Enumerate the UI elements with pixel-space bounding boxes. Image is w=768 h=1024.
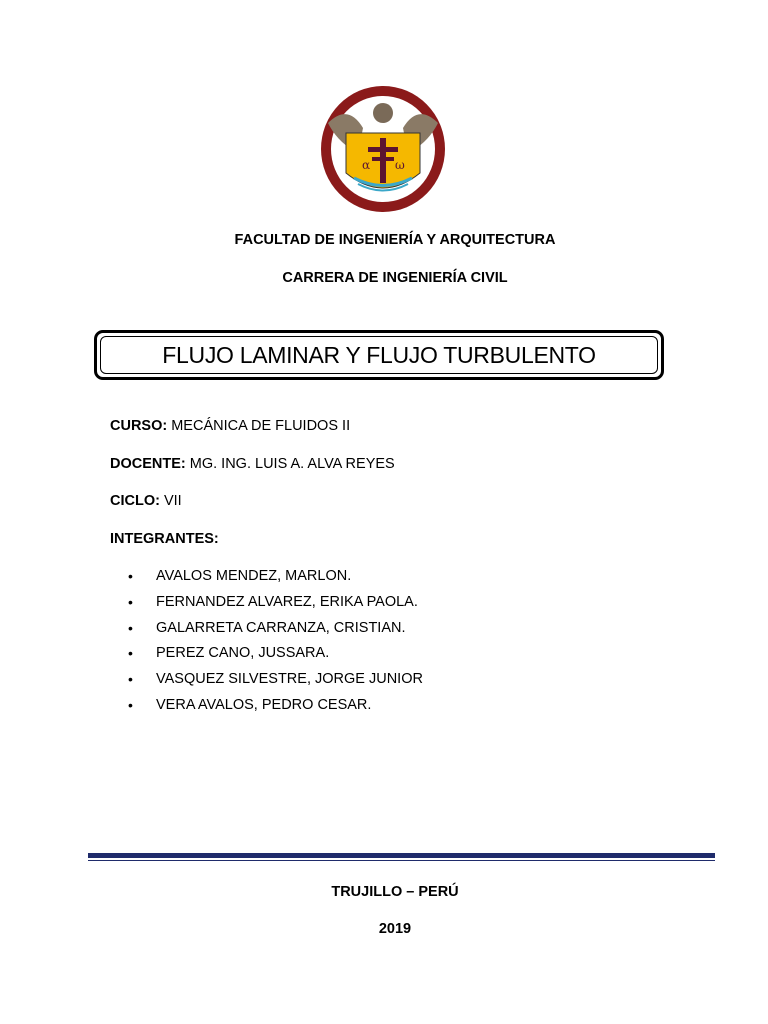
members-heading: INTEGRANTES: — [110, 531, 219, 547]
cycle-value: VII — [159, 493, 182, 509]
year: 2019 — [378, 921, 412, 937]
member-name: VASQUEZ SILVESTRE, JORGE JUNIOR — [156, 671, 423, 688]
teacher-value: MG. ING. LUIS A. ALVA REYES — [185, 456, 395, 472]
bullet-icon: • — [128, 593, 133, 610]
teacher-field — [110, 456, 395, 472]
list-item — [128, 594, 423, 620]
member-name: GALARRETA CARRANZA, CRISTIAN. — [156, 619, 406, 636]
career-name: CARRERA DE INGENIERÍA CIVIL — [282, 270, 508, 286]
course-field — [110, 418, 350, 434]
divider-thin-line — [88, 860, 715, 861]
members-list — [128, 568, 423, 723]
bullet-icon: • — [128, 568, 133, 584]
list-item — [128, 645, 423, 671]
bullet-icon: • — [128, 696, 133, 713]
member-name: PEREZ CANO, JUSSARA. — [156, 645, 330, 662]
list-item — [128, 568, 423, 594]
list-item — [128, 697, 423, 723]
list-item — [128, 671, 423, 697]
horizontal-divider — [88, 853, 715, 861]
member-name: AVALOS MENDEZ, MARLON. — [156, 568, 352, 584]
cycle-field — [110, 493, 182, 509]
bullet-icon: • — [128, 645, 133, 662]
document-title: FLUJO LAMINAR Y FLUJO TURBULENTO — [162, 341, 596, 368]
city-country: TRUJILLO – PERÚ — [331, 884, 459, 900]
teacher-label: DOCENTE: — [110, 456, 186, 472]
divider-thick-line — [88, 853, 715, 858]
faculty-name: FACULTAD DE INGENIERÍA Y ARQUITECTURA — [234, 232, 556, 248]
bullet-icon: • — [128, 671, 133, 688]
svg-text:α: α — [362, 158, 371, 172]
course-label: CURSO: — [110, 418, 168, 434]
member-name: FERNANDEZ ALVAREZ, ERIKA PAOLA. — [156, 593, 418, 610]
course-value: MECÁNICA DE FLUIDOS II — [167, 418, 351, 434]
list-item — [128, 620, 423, 646]
member-name: VERA AVALOS, PEDRO CESAR. — [156, 696, 372, 713]
title-frame — [94, 330, 664, 380]
svg-text:ω: ω — [395, 158, 405, 172]
bullet-icon: • — [128, 619, 133, 636]
cycle-label: CICLO: — [110, 493, 160, 509]
university-crest-icon — [318, 83, 448, 218]
